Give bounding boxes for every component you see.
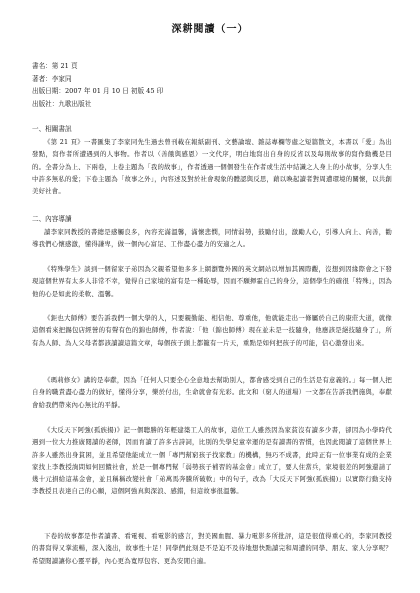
document-title: 深耕閱讀（一） [171,24,249,35]
paragraph-guide-intro: 讀李家同教授的書總是感觸良多，內容充滿溫馨，滿懷悲憫，同情弱勢，鼓勵付出，激勵人心，引導人向上、向善，勸導我們心懷感激，懂得謙卑，做一個內心富足、工作盡心盡力的安適之人。 [32,228,392,249]
section-heading-book-info: 一、相關書訊 [32,125,72,133]
meta-publish-date: 出版日期：2007 年 01 月 10 日 初版 45 印 [32,87,164,95]
paragraph-a-qiang: 《大反天下阿強(孤族揚)》記一個聰勝的年輕建築工人的故事，這位工人雖然因為家貧沒有讀多少書，卻因為小學時代遇到一位大力推廣閱讀的老師，因而育讀了許多古詩詞，比別的失學兒童幸運的是有讀書的習慣，也因此閱讀了這個世界上許多人雖然出身貧困，並且希望他能成立一個「專門幫窮孩子找家教」的機構，無巧不成書，此時正有一位事業有成的企業家找上李教授詢問如何回饋社會，於是一個專門幫「弱勢孩子補習的基金會」成立了，要人住當兵，家境很差的阿強還請了幾十元捐給這基金會，並且稱稱改變社會「弟萬馬奔騰所破軟」中的句子，改為「大反天下阿強(孤族揚)」以實際行動支持李教授且表達自己的心願，這個阿強真與深浪、感錯，但這故事很溫馨。 [32,426,392,496]
paragraph-master-chef: 《鉅也大師傅》要告訴我們一個大學的人，只要親勤能、相信他、尊重他，他就能走出一條屬於自己的康莊大道，就像這個看來把錫包店經營的有聲有色的錦也師傅，作者說：「他（錦也師傅）現在並未是一技隨身，他應該是絕技隨身了」，所有為人師、為人父母者都該讀讀這篇文章，每個孩子頭上都籠有一片天，重點是如何把孩子的可能，信心激發出來。 [32,314,392,347]
meta-book-title: 書名：第 21 頁 [32,62,78,70]
section-heading-reading-guide: 二、內容導讀 [32,215,72,223]
paragraph-book-info: 《第 21 頁》一書匯集了李家同先生過去曾刊載在報紙副刊、文藝論壇、雜誌專欄等處之短篇散文，本書以「愛」為出發點，寫作者所遭遇到的人事物。作者以（善餓與感恩）一文代序，明白地寫出自身的反省以及每則故事的寫作動機是目的。全書分為上、下兩卷，上卷主題為「我的故事」，作者透過一個個發生在作者或生活中結識之人身上的小故事，分享人生中許多無私的愛；下卷主題為「故事之外」，內容述及對於社會現象的體認與反思，藉以喚起讀者對周遭環境的關懷，以共創美好社會。 [32,138,392,196]
paragraph-sister-mary: 《瑪莉修女》講的是奉獻，因為「任何人只要全心全意地去幫助別人，都會感受到自己的生活是有意義的。」每一個人把自身的職責盡心盡力的做好，懂得分享，樂於付出，生命就會有光彩。此文和（窮人的道場）一文都在告訴我們施與，奉獻會給我們帶來內心無比的平靜。 [32,376,392,409]
meta-publisher: 出版社：九歌出版社 [32,99,92,108]
paragraph-special-student: 《特殊學生》談到一個留家子弟因為父親希望他多多上網瀏覽外國的英文網站以增加其國際觀，沒想到因緣際會之下發現這個世界有太多人非常不幸，覺得自己家境的富有是一種恥辱，因而不願揮霍自己的身分，這個學生的確很「特殊」，因為他的心是如此的柔軟、溫馨。 [32,265,392,298]
book-metadata [32,60,392,110]
meta-author: 著者：李家同 [32,74,72,83]
paragraph-conclusion: 下卷的故事都是作者讀書、看電視、看電影的感言，對美國血腥、暴力電影多所批評，這是很值得重心的，李家同教授的書寫得又掌流暢，深入淺出，故事性十足！同學們此刻是不是迫不及待地想快點讀完和周遭的同學、朋友、家人分享呢？希望閱讀讓你心靈平靜，內心更為寬厚包容、更為安閒自適。 [32,532,392,565]
